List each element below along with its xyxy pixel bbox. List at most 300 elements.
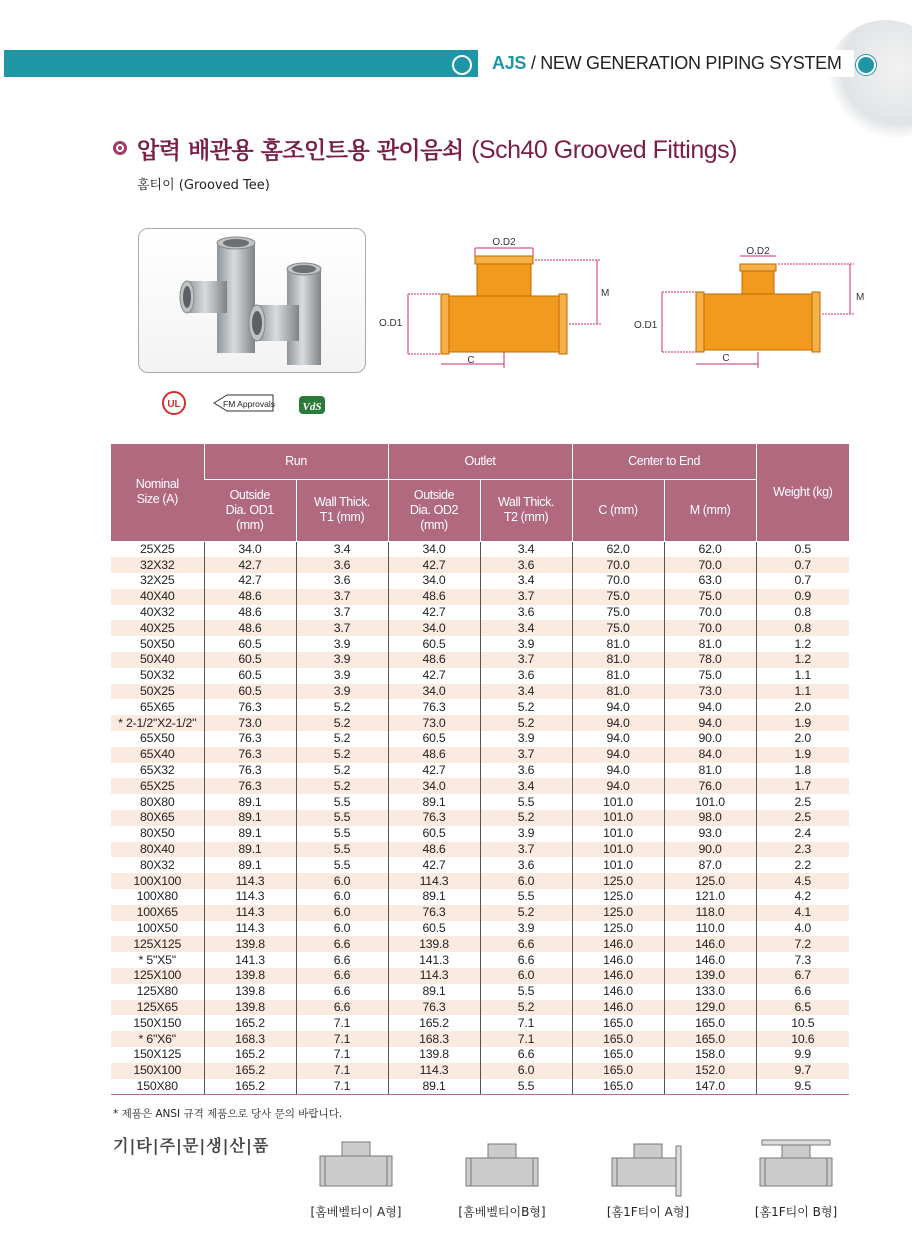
table-cell: 139.8: [388, 936, 480, 952]
table-cell: 4.0: [756, 921, 849, 937]
table-row: [111, 1079, 849, 1095]
table-cell: 48.6: [204, 620, 296, 636]
table-cell: 3.6: [480, 605, 572, 621]
table-cell: 101.0: [572, 810, 664, 826]
table-cell: 60.5: [388, 636, 480, 652]
table-cell: 1.7: [756, 778, 849, 794]
table-cell: 48.6: [388, 589, 480, 605]
table-cell: 3.6: [480, 557, 572, 573]
table-cell: 7.1: [296, 1047, 388, 1063]
table-cell: 42.7: [388, 605, 480, 621]
table-cell: 89.1: [388, 1079, 480, 1095]
table-cell: 34.0: [388, 573, 480, 589]
table-cell: 34.0: [388, 620, 480, 636]
table-cell: 34.0: [388, 541, 480, 557]
table-cell: 76.3: [388, 699, 480, 715]
table-cell: 5.2: [296, 747, 388, 763]
table-cell: 75.0: [572, 589, 664, 605]
table-cell: 1.1: [756, 668, 849, 684]
table-cell: 150X125: [133, 1047, 182, 1062]
table-cell: 110.0: [664, 921, 756, 937]
table-row: [111, 1063, 849, 1079]
table-cell: 9.7: [756, 1063, 849, 1079]
table-cell: 165.2: [388, 1015, 480, 1031]
table-cell: 139.8: [204, 984, 296, 1000]
table-cell: 6.6: [296, 936, 388, 952]
table-row: [111, 684, 849, 700]
table-cell: 3.4: [480, 573, 572, 589]
table-cell: 0.8: [756, 605, 849, 621]
table-cell: 100X100: [111, 873, 204, 889]
od2-label: O.D2: [492, 237, 516, 248]
table-cell: 165.2: [204, 1047, 296, 1063]
table-cell: 5.2: [296, 715, 388, 731]
table-cell: 65X50: [139, 731, 175, 746]
table-cell: * 2-1/2"X2-1/2": [111, 715, 204, 731]
table-cell: 165.2: [204, 1015, 296, 1031]
table-cell: 4.1: [756, 905, 849, 921]
table-cell: 89.1: [204, 842, 296, 858]
table-cell: 48.6: [388, 652, 480, 668]
table-cell: 34.0: [388, 778, 480, 794]
table-cell: 6.6: [480, 936, 572, 952]
table-cell: 3.9: [480, 731, 572, 747]
table-cell: 3.7: [296, 620, 388, 636]
table-row: [111, 557, 849, 573]
table-cell: 42.7: [388, 668, 480, 684]
table-cell: 76.3: [388, 1000, 480, 1016]
vds-logo-icon: [297, 390, 327, 419]
table-cell: 152.0: [664, 1063, 756, 1079]
table-cell: 73.0: [204, 715, 296, 731]
m-label-2: M: [856, 292, 865, 303]
table-cell: 76.3: [204, 778, 296, 794]
table-cell: 76.3: [204, 763, 296, 779]
table-cell: 3.9: [296, 636, 388, 652]
svg-text:VdS: VdS: [302, 401, 322, 413]
svg-text:UL: UL: [167, 399, 181, 410]
header-dot-icon: [452, 55, 472, 75]
table-cell: 121.0: [664, 889, 756, 905]
table-cell: 125X80: [136, 984, 178, 999]
table-cell: 62.0: [572, 541, 664, 557]
table-cell: 70.0: [664, 620, 756, 636]
table-cell: 5.5: [296, 842, 388, 858]
header-weight: Weight (kg): [756, 444, 849, 541]
table-cell: 75.0: [572, 620, 664, 636]
table-cell: 70.0: [572, 557, 664, 573]
table-cell: 80X32: [139, 857, 175, 872]
table-cell: 90.0: [664, 842, 756, 858]
table-cell: 5.2: [480, 1000, 572, 1016]
table-cell: 114.3: [204, 889, 296, 905]
table-cell: 146.0: [572, 952, 664, 968]
table-cell: 5.5: [480, 1079, 572, 1095]
table-cell: 3.6: [480, 763, 572, 779]
table-cell: 165.0: [664, 1031, 756, 1047]
table-cell: 147.0: [664, 1079, 756, 1095]
table-cell: 7.1: [296, 1079, 388, 1095]
table-cell: 42.7: [388, 763, 480, 779]
table-cell: 7.1: [296, 1015, 388, 1031]
table-cell: 146.0: [664, 952, 756, 968]
table-cell: 3.6: [296, 557, 388, 573]
table-cell: 6.6: [296, 968, 388, 984]
table-cell: 89.1: [204, 794, 296, 810]
table-cell: 94.0: [664, 715, 756, 731]
header-outlet: Outlet: [388, 444, 572, 479]
table-cell: 60.5: [204, 684, 296, 700]
table-row: [111, 921, 849, 937]
caption-bevel-tee-b: [홈베벨티이B형]: [458, 1205, 546, 1219]
table-cell: 98.0: [664, 810, 756, 826]
table-cell: 114.3: [204, 873, 296, 889]
od1-label-2: O.D1: [634, 320, 658, 331]
table-cell: 84.0: [664, 747, 756, 763]
table-cell: 48.6: [204, 605, 296, 621]
table-cell: 94.0: [572, 715, 664, 731]
table-cell: 125.0: [572, 921, 664, 937]
table-cell: 60.5: [388, 731, 480, 747]
table-cell: 63.0: [664, 573, 756, 589]
header-od1: Outside Dia. OD1 (mm): [204, 479, 296, 541]
table-cell: 50X50: [139, 636, 175, 651]
table-cell: 114.3: [388, 1063, 480, 1079]
table-cell: 3.9: [296, 652, 388, 668]
table-cell: 146.0: [572, 968, 664, 984]
table-cell: 100X65: [111, 905, 204, 921]
table-cell: 3.6: [480, 668, 572, 684]
table-cell: 5.5: [480, 889, 572, 905]
table-cell: 81.0: [572, 636, 664, 652]
table-cell: 3.7: [480, 842, 572, 858]
table-cell: 168.3: [204, 1031, 296, 1047]
table-row: [111, 952, 849, 968]
table-cell: 76.3: [388, 810, 480, 826]
table-row: [111, 905, 849, 921]
table-row: [111, 715, 849, 731]
table-cell: 94.0: [572, 763, 664, 779]
table-cell: 7.1: [480, 1031, 572, 1047]
table-cell: 141.3: [388, 952, 480, 968]
table-cell: 70.0: [572, 573, 664, 589]
table-row: [111, 589, 849, 605]
table-cell: 76.3: [204, 747, 296, 763]
table-cell: 40X25: [111, 620, 204, 636]
table-cell: 80X65: [111, 810, 204, 826]
table-cell: 114.3: [204, 905, 296, 921]
table-cell: 73.0: [664, 684, 756, 700]
svg-text:FM Approvals: FM Approvals: [223, 399, 275, 409]
table-cell: 114.3: [388, 873, 480, 889]
table-cell: 60.5: [388, 826, 480, 842]
table-cell: 5.2: [480, 905, 572, 921]
table-cell: 6.6: [296, 952, 388, 968]
table-cell: 3.9: [296, 684, 388, 700]
product-photo: [138, 228, 366, 373]
table-cell: 6.6: [756, 984, 849, 1000]
reducing-tee-diagram: [632, 244, 872, 374]
table-cell: 146.0: [572, 1000, 664, 1016]
table-cell: 75.0: [664, 589, 756, 605]
table-cell: 146.0: [572, 936, 664, 952]
table-cell: 6.7: [756, 968, 849, 984]
c-label: C: [467, 355, 475, 366]
table-cell: 89.1: [388, 794, 480, 810]
table-row: [111, 573, 849, 589]
header-t2: Wall Thick. T2 (mm): [480, 479, 572, 541]
table-cell: 6.6: [480, 952, 572, 968]
table-cell: 165.0: [664, 1015, 756, 1031]
table-cell: 9.5: [756, 1079, 849, 1095]
table-cell: 75.0: [572, 605, 664, 621]
table-cell: 5.2: [480, 715, 572, 731]
table-cell: 139.8: [388, 1047, 480, 1063]
header-decoration: [826, 20, 912, 140]
table-cell: 3.7: [480, 652, 572, 668]
table-cell: 5.2: [296, 778, 388, 794]
table-cell: 3.6: [480, 857, 572, 873]
table-row: [111, 794, 849, 810]
table-cell: 89.1: [204, 810, 296, 826]
table-row: [111, 1000, 849, 1016]
table-cell: 7.2: [756, 936, 849, 952]
table-cell: 80X80: [139, 794, 175, 809]
table-cell: 89.1: [388, 984, 480, 1000]
table-cell: 3.4: [480, 620, 572, 636]
table-cell: 87.0: [664, 857, 756, 873]
table-cell: 165.2: [204, 1079, 296, 1095]
table-cell: 48.6: [388, 842, 480, 858]
table-cell: 101.0: [572, 826, 664, 842]
table-cell: 60.5: [204, 652, 296, 668]
table-row: [111, 810, 849, 826]
table-cell: 4.5: [756, 873, 849, 889]
table-row: [111, 857, 849, 873]
header-run: Run: [204, 444, 388, 479]
table-cell: 6.0: [296, 889, 388, 905]
table-cell: 5.5: [296, 826, 388, 842]
bevel-tee-b-icon: [462, 1138, 542, 1194]
table-cell: 89.1: [388, 889, 480, 905]
table-cell: 125.0: [572, 873, 664, 889]
table-cell: 139.0: [664, 968, 756, 984]
page-title: 압력 배관용 홈조인트용 관이음쇠 (Sch40 Grooved Fittings): [137, 136, 737, 164]
table-cell: 0.8: [756, 620, 849, 636]
table-cell: 114.3: [388, 968, 480, 984]
table-cell: 90.0: [664, 731, 756, 747]
table-cell: 3.9: [296, 668, 388, 684]
table-cell: 1.8: [756, 763, 849, 779]
table-cell: 133.0: [664, 984, 756, 1000]
table-cell: 150X80: [111, 1079, 204, 1095]
table-row: [111, 936, 849, 952]
caption-bevel-tee-a: [홈베벨티이 A형]: [310, 1205, 402, 1219]
table-cell: 81.0: [572, 652, 664, 668]
table-cell: 100X50: [136, 921, 178, 936]
table-cell: 40X32: [139, 605, 175, 620]
table-cell: 40X40: [111, 589, 204, 605]
table-cell: 2.4: [756, 826, 849, 842]
table-cell: 165.0: [572, 1031, 664, 1047]
header-dot-icon-right: [856, 55, 876, 75]
table-cell: * 6"X6": [111, 1031, 204, 1047]
table-cell: 6.0: [296, 905, 388, 921]
table-cell: 42.7: [204, 573, 296, 589]
table-cell: 1.2: [756, 652, 849, 668]
table-cell: 3.6: [296, 573, 388, 589]
table-cell: 93.0: [664, 826, 756, 842]
table-cell: 2.0: [756, 699, 849, 715]
table-cell: 3.4: [480, 684, 572, 700]
table-cell: 0.7: [756, 573, 849, 589]
header-m: M (mm): [664, 479, 756, 541]
table-cell: 125.0: [572, 905, 664, 921]
table-cell: 125X100: [111, 968, 204, 984]
table-cell: 6.0: [480, 873, 572, 889]
table-cell: 3.9: [480, 826, 572, 842]
table-cell: 129.0: [664, 1000, 756, 1016]
table-cell: 6.0: [296, 873, 388, 889]
table-row: [111, 699, 849, 715]
table-cell: 1.9: [756, 715, 849, 731]
table-cell: 165.0: [572, 1063, 664, 1079]
ul-logo-icon: [161, 390, 187, 419]
table-cell: 2.5: [756, 810, 849, 826]
table-cell: 3.7: [296, 605, 388, 621]
od1-label: O.D1: [379, 318, 403, 329]
table-cell: 6.6: [296, 1000, 388, 1016]
table-cell: 76.3: [388, 905, 480, 921]
table-cell: 32X32: [111, 557, 204, 573]
table-cell: 7.3: [756, 952, 849, 968]
table-cell: 5.2: [296, 763, 388, 779]
table-cell: 81.0: [572, 684, 664, 700]
table-cell: 0.5: [756, 541, 849, 557]
table-cell: 1.2: [756, 636, 849, 652]
table-cell: 139.8: [204, 936, 296, 952]
table-cell: 146.0: [664, 936, 756, 952]
table-row: [111, 605, 849, 621]
table-cell: 76.3: [204, 699, 296, 715]
title-bullet-icon: [113, 141, 127, 155]
table-cell: 60.5: [204, 636, 296, 652]
table-cell: 150X150: [133, 1015, 182, 1030]
table-row: [111, 620, 849, 636]
m-label: M: [601, 288, 610, 299]
table-row: [111, 1031, 849, 1047]
table-cell: 0.9: [756, 589, 849, 605]
table-cell: 165.2: [204, 1063, 296, 1079]
table-row: [111, 1015, 849, 1031]
equal-tee-diagram: [375, 232, 620, 372]
page-subtitle: 홈티이 (Grooved Tee): [137, 178, 270, 193]
table-cell: 94.0: [572, 699, 664, 715]
table-cell: 5.2: [480, 810, 572, 826]
table-cell: 3.9: [480, 921, 572, 937]
table-row: [111, 984, 849, 1000]
table-note: * 제품은 ANSI 규격 제품으로 당사 문의 바랍니다.: [113, 1108, 343, 1120]
table-cell: 75.0: [664, 668, 756, 684]
table-row: [111, 968, 849, 984]
table-cell: 65X32: [139, 763, 175, 778]
table-cell: 94.0: [664, 699, 756, 715]
table-cell: 150X100: [111, 1063, 204, 1079]
table-cell: 4.2: [756, 889, 849, 905]
table-cell: 5.5: [480, 984, 572, 1000]
table-cell: 80X50: [139, 826, 175, 841]
table-cell: 10.6: [756, 1031, 849, 1047]
table-cell: 7.1: [480, 1015, 572, 1031]
table-row: [111, 668, 849, 684]
table-cell: 65X65: [139, 699, 175, 714]
table-cell: 10.5: [756, 1015, 849, 1031]
table-cell: 165.0: [572, 1079, 664, 1095]
table-row: [111, 636, 849, 652]
table-cell: 101.0: [572, 842, 664, 858]
table-cell: 101.0: [572, 857, 664, 873]
table-cell: 65X40: [111, 747, 204, 763]
table-cell: 42.7: [388, 557, 480, 573]
table-row: [111, 778, 849, 794]
table-cell: 50X25: [111, 684, 204, 700]
table-cell: 3.7: [296, 589, 388, 605]
table-row: [111, 747, 849, 763]
table-cell: 101.0: [572, 794, 664, 810]
table-cell: 125.0: [572, 889, 664, 905]
table-cell: 5.5: [296, 810, 388, 826]
table-cell: 76.0: [664, 778, 756, 794]
table-cell: 42.7: [204, 557, 296, 573]
table-cell: 165.0: [572, 1047, 664, 1063]
table-cell: 94.0: [572, 778, 664, 794]
table-cell: 70.0: [664, 605, 756, 621]
table-cell: 94.0: [572, 731, 664, 747]
table-cell: 7.1: [296, 1063, 388, 1079]
table-cell: 125.0: [664, 873, 756, 889]
table-cell: 3.9: [480, 636, 572, 652]
table-cell: 5.2: [296, 731, 388, 747]
table-cell: 6.6: [296, 984, 388, 1000]
table-cell: 6.0: [480, 968, 572, 984]
header-center-to-end: Center to End: [572, 444, 756, 479]
header-od2: Outside Dia. OD2 (mm): [388, 479, 480, 541]
table-cell: 42.7: [388, 857, 480, 873]
table-cell: 25X25: [139, 541, 175, 556]
table-row: [111, 873, 849, 889]
table-cell: 32X25: [139, 573, 175, 588]
table-cell: 89.1: [204, 857, 296, 873]
table-cell: 9.9: [756, 1047, 849, 1063]
od2-label-2: O.D2: [746, 246, 770, 257]
table-cell: 2.3: [756, 842, 849, 858]
table-cell: 125X125: [111, 936, 204, 952]
table-cell: 1.1: [756, 684, 849, 700]
table-cell: 5.5: [296, 794, 388, 810]
table-cell: * 5"X5": [138, 952, 176, 967]
table-cell: 81.0: [664, 763, 756, 779]
caption-flange-tee-a: [홈1F티이 A형]: [606, 1205, 690, 1219]
c-label-2: C: [722, 353, 730, 364]
other-products-heading: 기|타|주|문|생|산|품: [113, 1136, 270, 1155]
table-cell: 89.1: [204, 826, 296, 842]
table-row: [111, 541, 849, 557]
table-cell: 6.6: [480, 1047, 572, 1063]
table-row: [111, 652, 849, 668]
table-cell: 5.5: [296, 857, 388, 873]
table-cell: 50X40: [111, 652, 204, 668]
caption-flange-tee-b: [홈1F티이 B형]: [754, 1205, 838, 1219]
